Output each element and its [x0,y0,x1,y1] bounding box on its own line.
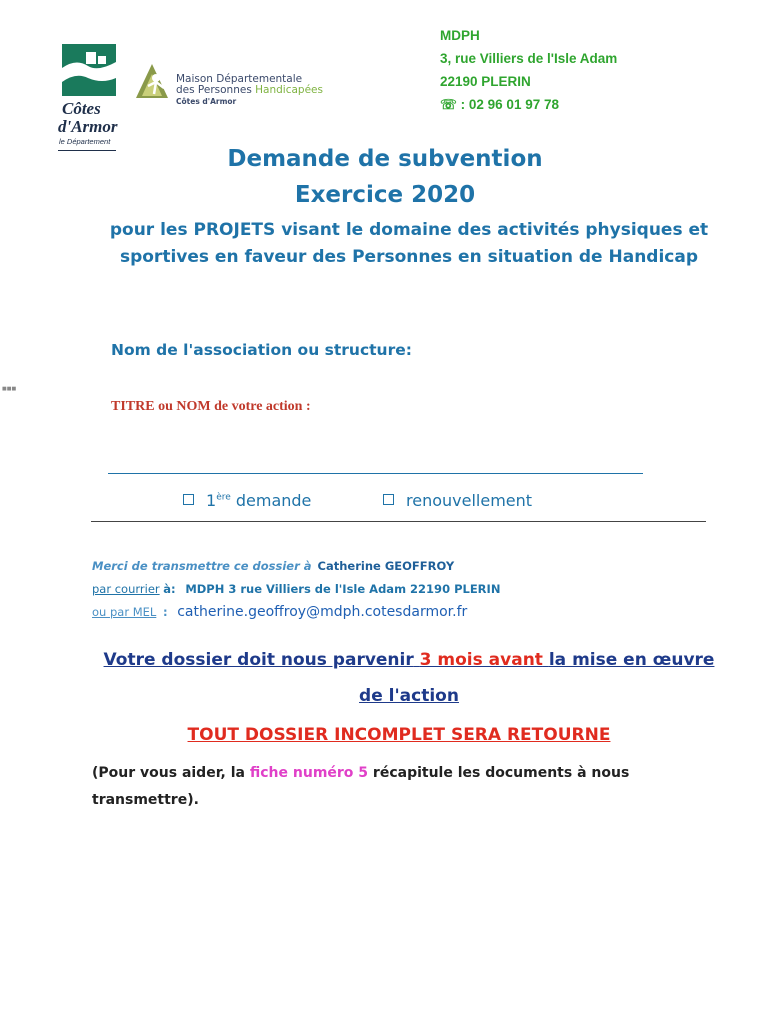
cotes-logo-line1: Côtes [62,99,101,118]
email-link[interactable]: catherine.geoffroy@mdph.cotesdarmor.fr [177,604,468,620]
cotes-logo-line3: le Département [59,137,111,146]
mdph-figure-icon [134,60,176,108]
mdph-logo-line3: Côtes d'Armor [176,97,237,106]
phone-icon: ☏ [440,97,457,112]
page-title-line2: Exercice 2020 [294,182,476,208]
transmit-instruction: Merci de transmettre ce dossier à Catherine GEOFFROY [92,559,455,573]
mdph-logo-line2: des Personnes Handicapées [176,84,323,96]
subtitle-line1: pour les PROJETS visant le domaine des activités physiques et [109,220,709,240]
option-renewal[interactable]: renouvellement [383,491,532,510]
cotes-logo-line2: d'Armor [58,117,118,136]
action-title-underline [108,473,643,474]
page-title-line1: Demande de subvention [227,146,543,172]
association-name-label: Nom de l'association ou structure: [111,341,412,359]
mdph-street: 3, rue Villiers de l'Isle Adam [440,51,618,66]
mdph-logo [134,60,323,108]
incomplete-warning: TOUT DOSSIER INCOMPLET SERA RETOURNE [187,725,611,745]
section-divider [91,521,706,522]
fiche-reference: fiche numéro 5 [249,765,369,781]
option-first-request[interactable]: 1ère demande [183,491,311,510]
checkbox-icon[interactable] [383,494,394,505]
mdph-name: MDPH [440,28,480,43]
deadline-notice: Votre dossier doit nous parvenir 3 mois avant la mise en œuvre [103,650,715,670]
postal-address-line: par courrier à: MDPH 3 rue Villiers de l'Isle Adam 22190 PLERIN [92,582,501,596]
checkbox-icon[interactable] [183,494,194,505]
mdph-city: 22190 PLERIN [440,74,531,89]
help-note: (Pour vous aider, la fiche numéro 5 récapitule les documents à nous transmettre). [92,765,630,808]
margin-mark: ■■■ [2,386,17,392]
subtitle-line2: sportives en faveur des Personnes en situation de Handicap [119,247,699,267]
action-title-label: TITRE ou NOM de votre action : [111,399,311,414]
phone-number: : 02 96 01 97 78 [460,97,559,112]
mdph-phone [440,97,559,113]
email-line: ou par MEL : catherine.geoffroy@mdph.cotesdarmor.fr [92,604,468,620]
deadline-notice-line2: de l'action [359,686,459,706]
mdph-logo-line1: Maison Départementale [176,73,303,85]
